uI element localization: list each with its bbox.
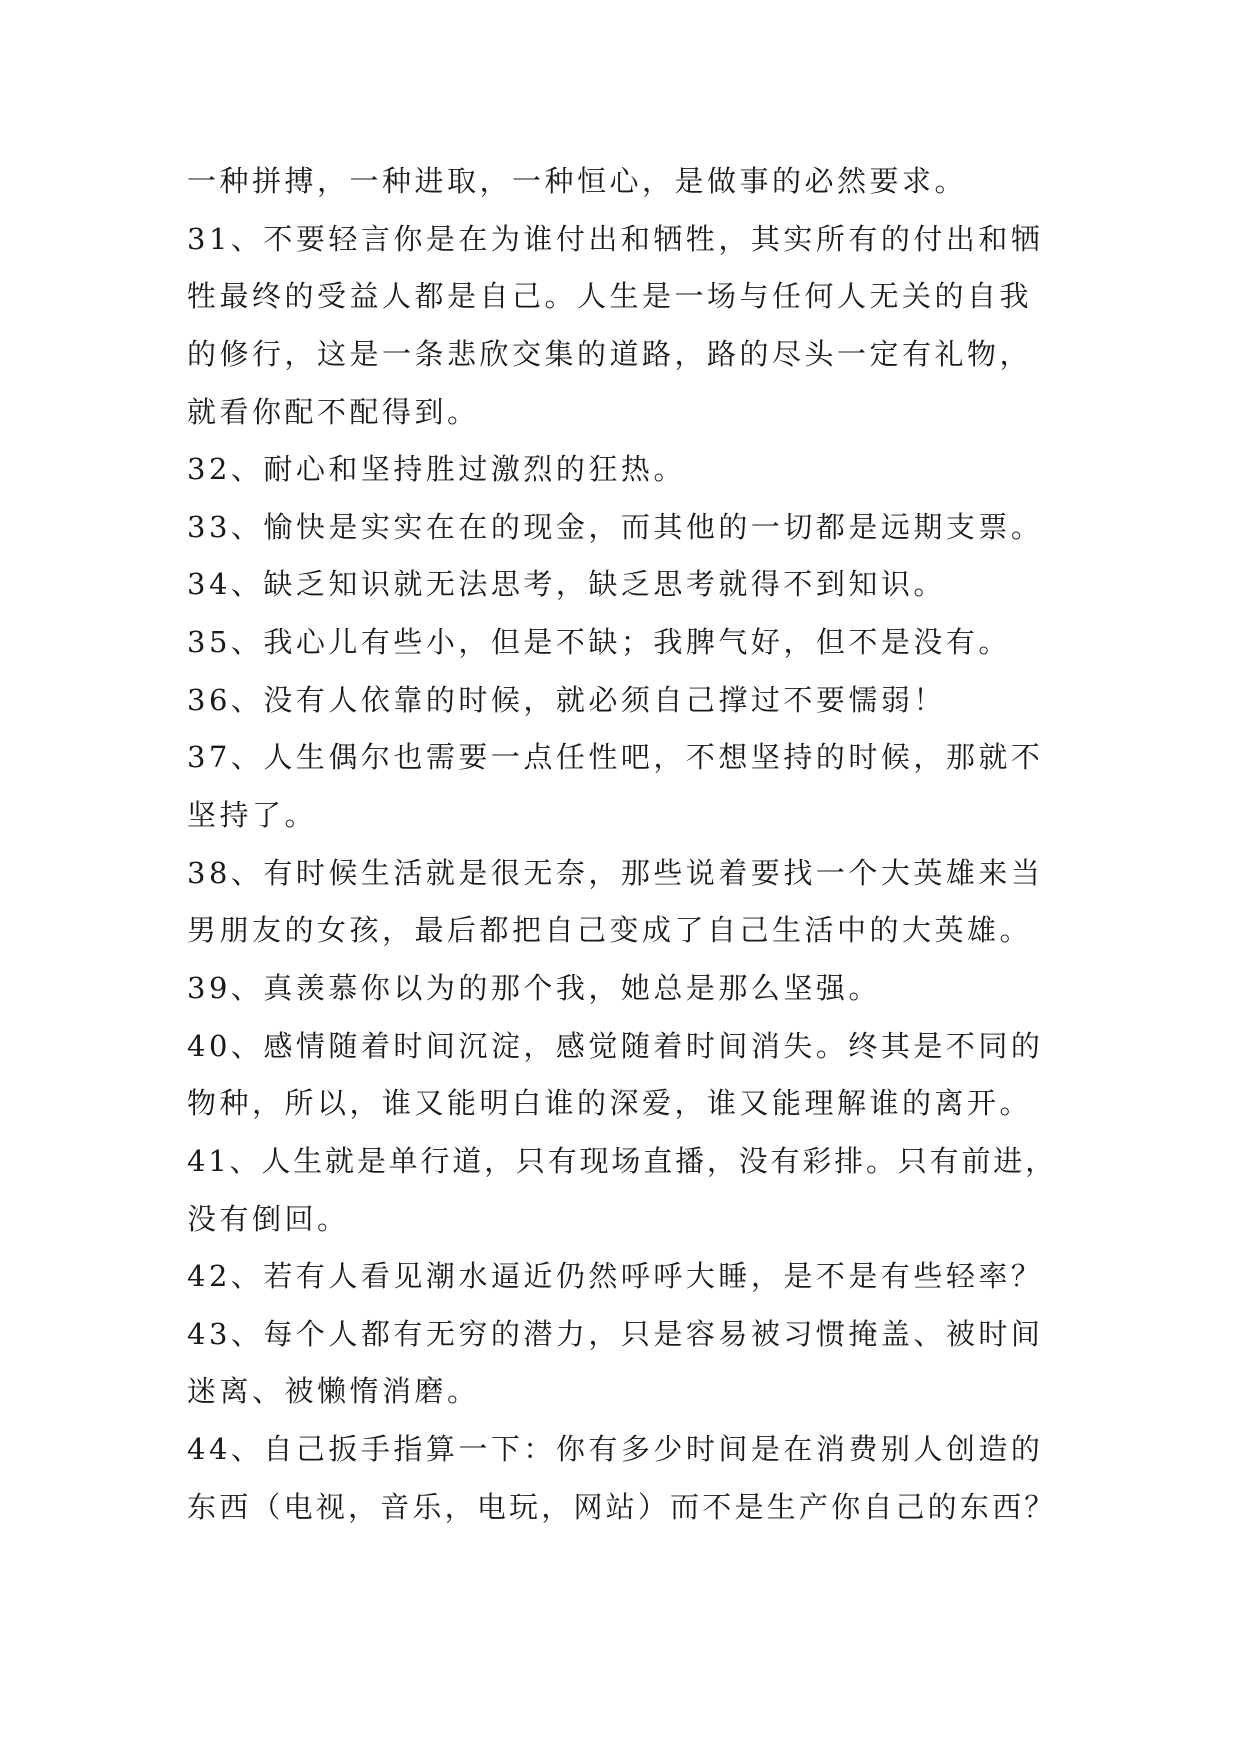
paragraph-42 bbox=[187, 1248, 1057, 1306]
text-line: 36、没有人依靠的时候，就必须自己撑过不要懦弱！ bbox=[187, 682, 946, 717]
paragraph-39 bbox=[187, 960, 1057, 1018]
text-line: 43、每个人都有无穷的潜力，只是容易被习惯掩盖、被时间 bbox=[187, 1316, 1044, 1351]
paragraph-41 bbox=[187, 1133, 1057, 1248]
text-line: 一种拼搏，一种进取，一种恒心，是做事的必然要求。 bbox=[187, 164, 968, 198]
text-line: 42、若有人看见潮水逼近仍然呼呼大睡，是不是有些轻率？ bbox=[187, 1259, 1044, 1294]
text-line: 44、自己扳手指算一下：你有多少时间是在消费别人创造的 bbox=[187, 1432, 1044, 1467]
text-line: 39、真羡慕你以为的那个我，她总是那么坚强。 bbox=[187, 970, 881, 1005]
text-line: 40、感情随着时间沉淀，感觉随着时间消失。终其是不同的 bbox=[187, 1028, 1044, 1063]
paragraph-32 bbox=[187, 441, 1057, 499]
paragraph-43 bbox=[187, 1306, 1057, 1421]
text-line: 迷离、被懒惰消磨。 bbox=[187, 1374, 480, 1409]
text-line: 物种，所以，谁又能明白谁的深爱，谁又能理解谁的离开。 bbox=[187, 1086, 1033, 1121]
text-line: 32、耐心和坚持胜过激烈的狂热。 bbox=[187, 452, 686, 487]
text-line: 34、缺乏知识就无法思考，缺乏思考就得不到知识。 bbox=[187, 567, 946, 602]
text-line: 38、有时候生活就是很无奈，那些说着要找一个大英雄来当 bbox=[187, 855, 1044, 890]
paragraph-37 bbox=[187, 729, 1057, 844]
text-line: 的修行，这是一条悲欣交集的道路，路的尽头一定有礼物， bbox=[187, 336, 1033, 371]
paragraph-33 bbox=[187, 499, 1057, 557]
paragraph-36 bbox=[187, 672, 1057, 730]
text-line: 33、愉快是实实在在的现金，而其他的一切都是远期支票。 bbox=[187, 509, 1044, 544]
text-line: 37、人生偶尔也需要一点任性吧，不想坚持的时候，那就不 bbox=[187, 740, 1044, 775]
paragraph-35 bbox=[187, 614, 1057, 672]
text-line: 41、人生就是单行道，只有现场直播，没有彩排。只有前进， bbox=[187, 1143, 1057, 1178]
text-line: 就看你配不配得到。 bbox=[187, 394, 480, 429]
text-line: 31、不要轻言你是在为谁付出和牺牲，其实所有的付出和牺 bbox=[187, 221, 1044, 256]
text-line: 男朋友的女孩，最后都把自己变成了自己生活中的大英雄。 bbox=[187, 913, 1033, 948]
paragraph-31 bbox=[187, 211, 1057, 442]
paragraph-continuation bbox=[187, 153, 1057, 211]
text-line: 没有倒回。 bbox=[187, 1201, 350, 1236]
text-line: 35、我心儿有些小，但是不缺；我脾气好，但不是没有。 bbox=[187, 625, 1011, 660]
text-line: 坚持了。 bbox=[187, 798, 318, 833]
paragraph-38 bbox=[187, 845, 1057, 960]
paragraph-40 bbox=[187, 1018, 1057, 1133]
text-line: 牲最终的受益人都是自己。人生是一场与任何人无关的自我 bbox=[187, 279, 1033, 314]
paragraph-34 bbox=[187, 556, 1057, 614]
paragraph-44 bbox=[187, 1421, 1057, 1536]
document-body bbox=[187, 153, 1057, 1536]
text-line: 东西（电视，音乐，电玩，网站）而不是生产你自己的东西？ bbox=[187, 1489, 1057, 1524]
